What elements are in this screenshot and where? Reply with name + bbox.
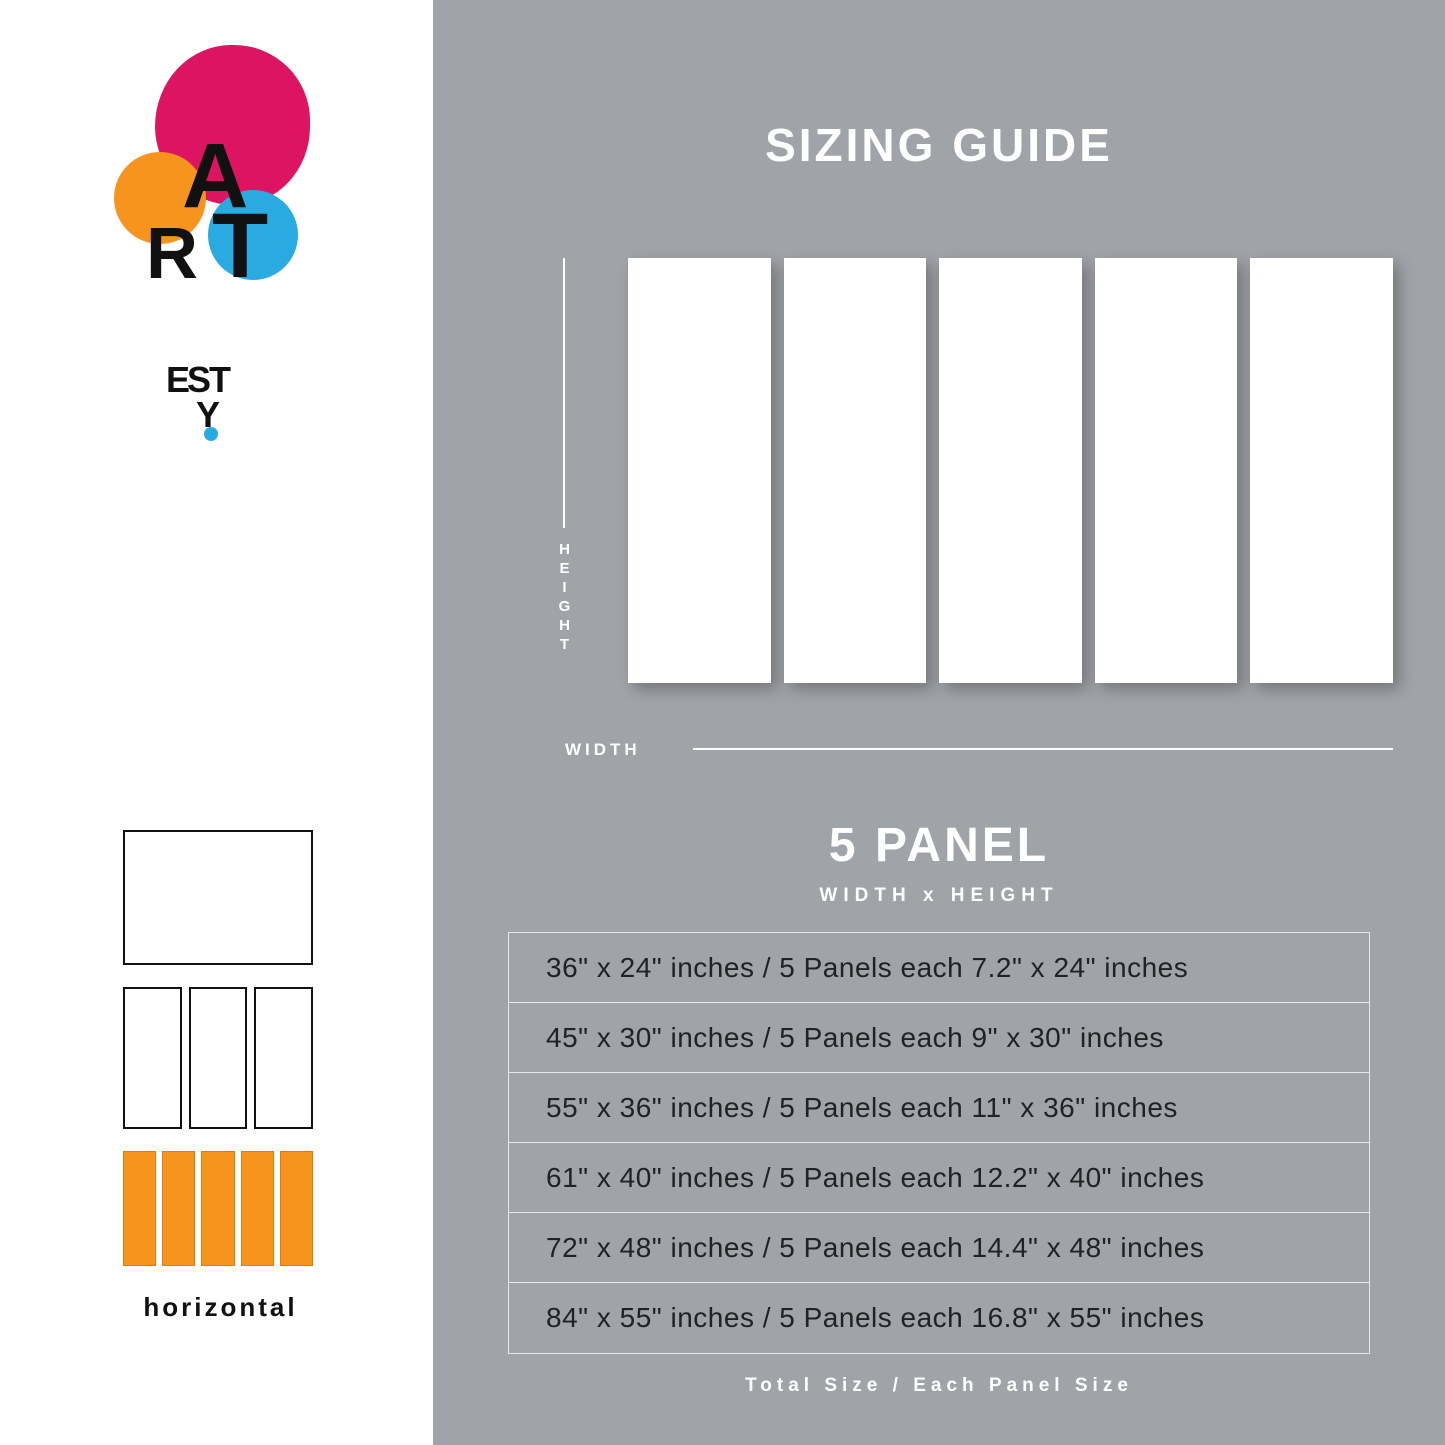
table-row[interactable] — [509, 1213, 1369, 1283]
preview-panel — [1095, 258, 1238, 683]
height-measure-line — [563, 258, 565, 528]
thumb5-panel — [241, 1151, 274, 1266]
preview-panel — [1250, 258, 1393, 683]
thumbnail-single-panel[interactable] — [123, 830, 313, 965]
logo-letter-t2: T — [209, 359, 231, 400]
width-measure-line — [693, 748, 1393, 750]
right-panel — [433, 0, 1445, 1445]
panel-diagram — [558, 250, 1393, 770]
table-row[interactable] — [509, 1143, 1369, 1213]
thumb3-panel — [123, 987, 182, 1129]
table-row[interactable] — [509, 1283, 1369, 1353]
logo-letter-s: S — [187, 359, 212, 400]
thumb5-panel — [280, 1151, 313, 1266]
table-row[interactable] — [509, 933, 1369, 1003]
panel-count-title: 5 PANEL — [828, 819, 1050, 872]
thumbnail-three-panel[interactable] — [123, 987, 313, 1129]
table-footnote: Total Size / Each Panel Size — [745, 1375, 1133, 1396]
thumbnail-five-panel-selected[interactable] — [123, 1151, 313, 1266]
logo-letter-e: E — [166, 359, 192, 400]
orientation-label: horizontal — [143, 1292, 298, 1322]
panel-dimensions-subtitle: WIDTH x HEIGHT — [819, 885, 1059, 906]
thumb3-panel — [254, 987, 313, 1129]
width-label: WIDTH — [565, 740, 641, 759]
table-row[interactable] — [509, 1073, 1369, 1143]
size-table — [508, 932, 1370, 1354]
panel-preview-group — [628, 258, 1393, 683]
logo-letter-y: Y — [196, 394, 221, 435]
size-option-label: 72" x 48" inches / 5 Panels each 14.4" x 48" inches — [546, 1231, 1205, 1263]
height-label: H E I G H T — [558, 541, 572, 653]
size-option-label: 55" x 36" inches / 5 Panels each 11" x 36" inches — [546, 1091, 1178, 1123]
thumb3-panel — [189, 987, 248, 1129]
size-option-label: 61" x 40" inches / 5 Panels each 12.2" x 40" inches — [546, 1161, 1205, 1193]
size-option-label: 84" x 55" inches / 5 Panels each 16.8" x 55" inches — [546, 1302, 1205, 1333]
thumb5-panel — [162, 1151, 195, 1266]
logo-letter-r: R — [146, 214, 198, 294]
preview-panel — [784, 258, 927, 683]
size-option-label: 45" x 30" inches / 5 Panels each 9" x 30" inches — [546, 1021, 1164, 1053]
logo-letter-t: T — [212, 195, 269, 297]
table-row[interactable] — [509, 1003, 1369, 1073]
orientation-thumbnails — [123, 830, 318, 1323]
size-option-label: 36" x 24" inches / 5 Panels each 7.2" x 24" inches — [546, 951, 1189, 983]
page-title: SIZING GUIDE — [765, 119, 1113, 171]
logo-letter-a: A — [182, 125, 249, 227]
preview-panel — [939, 258, 1082, 683]
left-column — [0, 0, 433, 1445]
artesty-logo — [110, 40, 350, 460]
preview-panel — [628, 258, 771, 683]
thumb5-panel — [123, 1151, 156, 1266]
thumb5-panel — [201, 1151, 234, 1266]
